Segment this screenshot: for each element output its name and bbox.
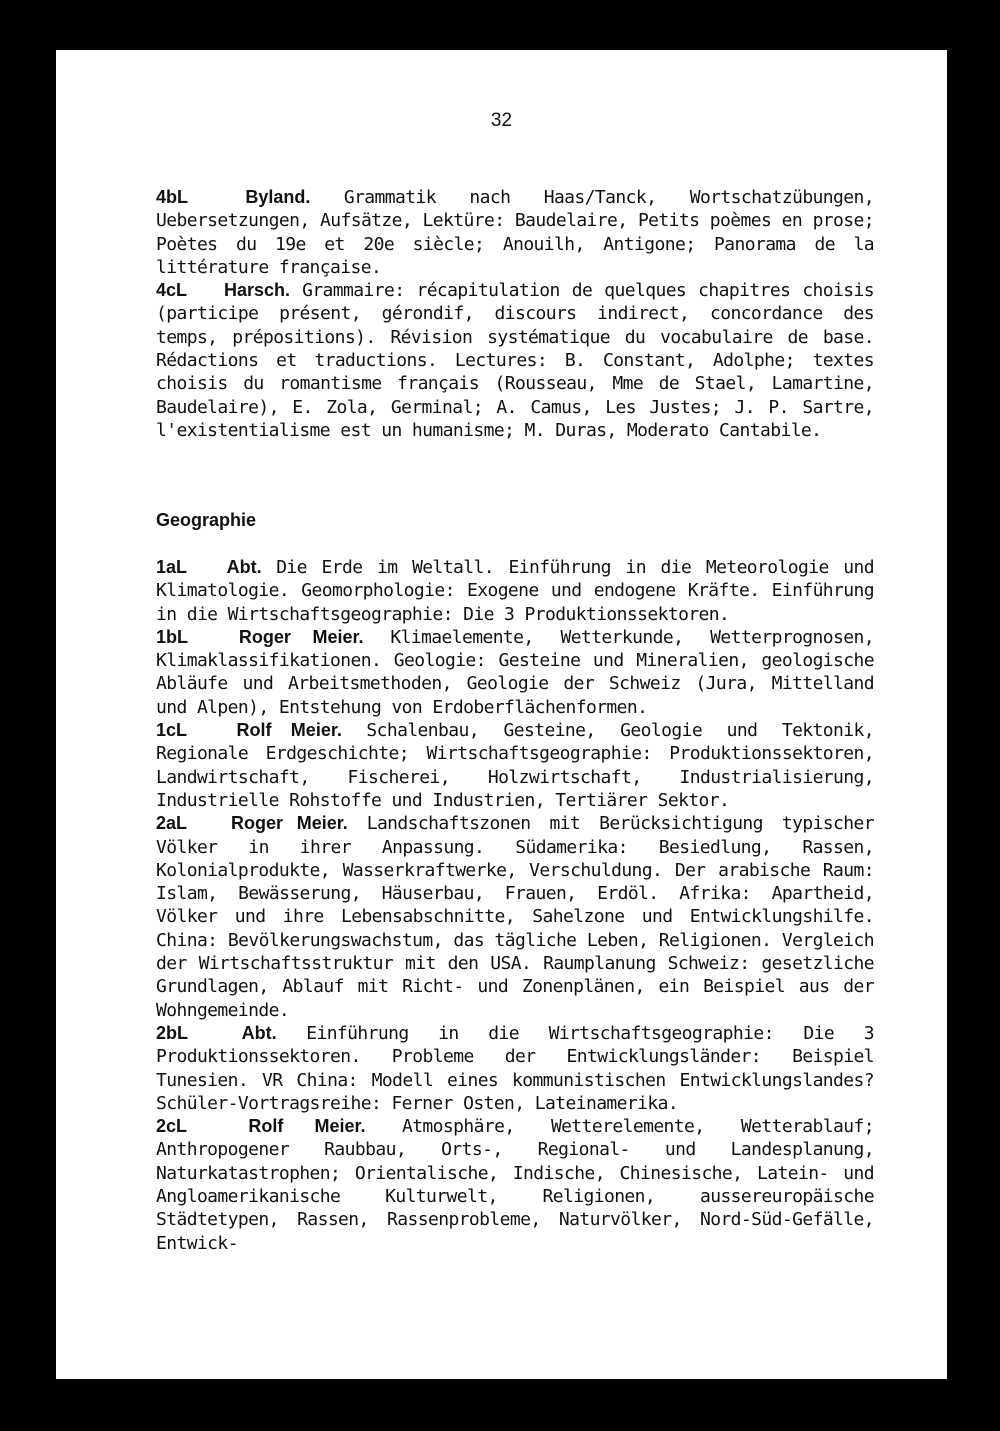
class-code: 4cL (156, 280, 188, 301)
teacher-name: Rolf Meier. (236, 720, 342, 741)
geographie-heading-wrap (156, 509, 874, 532)
geographie-section (156, 556, 874, 1255)
course-description: Schalenbau, Gesteine, Geologie und Tektonik, Regionale Erdgeschichte; Wirtschaftsgeographie: Produktionssektoren, Landwirtschaft, Fischerei, Holzwirtschaft, Industrialisierung, Industrielle Rohstoffe und Industrien, Tertiärer Sektor. (156, 720, 874, 811)
course-description: Grammaire: récapitulation de quelques chapitres choisis (participe présent, gérondif, discours indirect, concordance des temps, prépositions). Révision systématique du vocabulaire de base. Rédactions et traductions. Lectures: B. Constant, Adolphe; textes choisis du romantisme français (Rousseau, Mme de Stael, Lamartine, Baudelaire), E. Zola, Germinal; A. Camus, Les Justes; J. P. Sartre, l'existentialisme est un humanisme; M. Duras, Moderato Cantabile. (156, 280, 874, 441)
class-code: 1cL (156, 720, 188, 741)
course-description: Atmosphäre, Wetterelemente, Wetterablauf; Anthropogener Raubbau, Orts-, Regional- und Landesplanung, Naturkatastrophen; Orientalische, Indische, Chinesische, Latein- und Angloamerikanische Kulturwelt, Religionen, aussereuropäische Städtetypen, Rassen, Rassenprobleme, Naturvölker, Nord-Süd-Gefälle, Entwick- (156, 1116, 874, 1254)
class-code: 1aL (156, 557, 188, 577)
class-code: 2aL (156, 813, 188, 834)
teacher-name: Rolf Meier. (248, 1116, 366, 1137)
class-code: 4bL (156, 187, 189, 207)
course-entry (156, 186, 874, 279)
course-entry (156, 719, 874, 812)
course-entry (156, 279, 874, 442)
course-entry (156, 812, 874, 1022)
teacher-name: Abt. (226, 557, 262, 577)
teacher-name: Roger Meier. (238, 626, 364, 647)
course-description: Die Erde im Weltall. Einführung in die Meteorologie und Klimatologie. Geomorphologie: Exogene und endogene Kräfte. Einführung in die Wirtschaftsgeographie: Die 3 Produktionssektoren. (156, 557, 874, 625)
course-description: Landschaftszonen mit Berücksichtigung typischer Völker in ihrer Anpassung. Südamerika: Besiedlung, Rassen, Kolonialprodukte, Wasserkraftwerke, Verschuldung. Der arabische Raum: Islam, Bewässerung, Häuserbau, Frauen, Erdöl. Afrika: Apartheid, Völker und ihre Lebensabschnitte, Sahelzone und Entwicklungshilfe. China: Bevölkerungswachstum, das tägliche Leben, Religionen. Vergleich der Wirtschaftsstruktur mit den USA. Raumplanung Schweiz: gesetzliche Grundlagen, Ablauf mit Richt- und Zonenplänen, ein Beispiel aus der Wohngemeinde. (156, 813, 874, 1021)
course-description: Klimaelemente, Wetterkunde, Wetterprognosen, Klimaklassifikationen. Geologie: Gesteine und Mineralien, geologische Abläufe und Arbeitsmethoden, Geologie der Schweiz (Jura, Mittelland und Alpen), Entstehung von Erdoberflächenformen. (156, 626, 874, 718)
course-description: Einführung in die Wirtschaftsgeographie: Die 3 Produktionssektoren. Probleme der Entwicklungsländer: Beispiel Tunesien. VR China: Modell eines kommunistischen Entwicklungslandes? Schüler-Vortragsreihe: Ferner Osten, Lateinamerika. (156, 1022, 874, 1114)
teacher-name: Abt. (241, 1022, 277, 1043)
class-code: 1bL (156, 626, 189, 647)
course-entry (156, 1022, 874, 1115)
teacher-name: Byland. (245, 187, 311, 207)
section-heading: Geographie (156, 510, 257, 530)
page-number: 32 (490, 110, 513, 131)
class-code: 2bL (156, 1022, 189, 1043)
course-description: Grammatik nach Haas/Tanck, Wortschatzübungen, Uebersetzungen, Aufsätze, Lektüre: Baudelaire, Petits poèmes en prose; Poètes du 19e et 20e siècle; Anouilh, Antigone; Panorama de la littérature française. (156, 187, 874, 278)
teacher-name: Roger Meier. (230, 813, 348, 834)
course-entry (156, 1115, 874, 1255)
course-entry (156, 556, 874, 626)
document-page (56, 50, 947, 1379)
course-entry (156, 626, 874, 719)
teacher-name: Harsch. (224, 280, 291, 301)
french-section (156, 186, 874, 442)
class-code: 2cL (156, 1116, 188, 1137)
